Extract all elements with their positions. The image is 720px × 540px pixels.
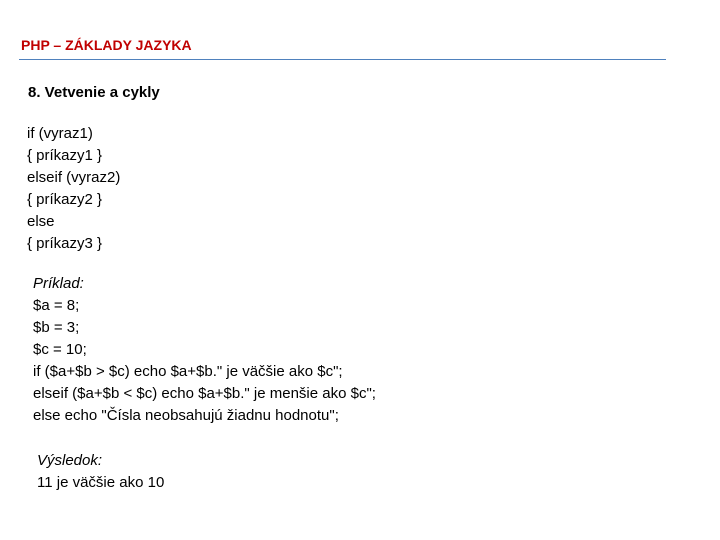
syntax-line: else [27, 213, 55, 230]
syntax-line: elseif (vyraz2) [27, 169, 121, 186]
example-code-line: else echo "Čísla neobsahujú žiadnu hodnotu"; [33, 407, 339, 424]
section-title: 8. Vetvenie a cykly [28, 84, 160, 101]
syntax-line: { príkazy1 } [27, 147, 103, 164]
result-value: 11 je väčšie ako 10 [37, 474, 165, 491]
example-code-line: if ($a+$b > $c) echo $a+$b." je väčšie ako $c"; [33, 363, 343, 380]
example-code-line: $c = 10; [33, 341, 87, 358]
slide-header-title: PHP – ZÁKLADY JAZYKA [21, 37, 192, 53]
result-label: Výsledok: [37, 452, 103, 469]
example-code-line: elseif ($a+$b < $c) echo $a+$b." je menšie ako $c"; [33, 385, 376, 402]
result-block [37, 450, 164, 494]
syntax-line: if (vyraz1) [27, 125, 93, 142]
example-code-line: $a = 8; [33, 297, 80, 314]
example-label: Príklad: [33, 275, 84, 292]
example-block [33, 273, 376, 427]
header-divider [19, 59, 666, 60]
example-code-line: $b = 3; [33, 319, 80, 336]
syntax-block [27, 123, 120, 255]
syntax-line: { príkazy2 } [27, 191, 103, 208]
syntax-line: { príkazy3 } [27, 235, 103, 252]
